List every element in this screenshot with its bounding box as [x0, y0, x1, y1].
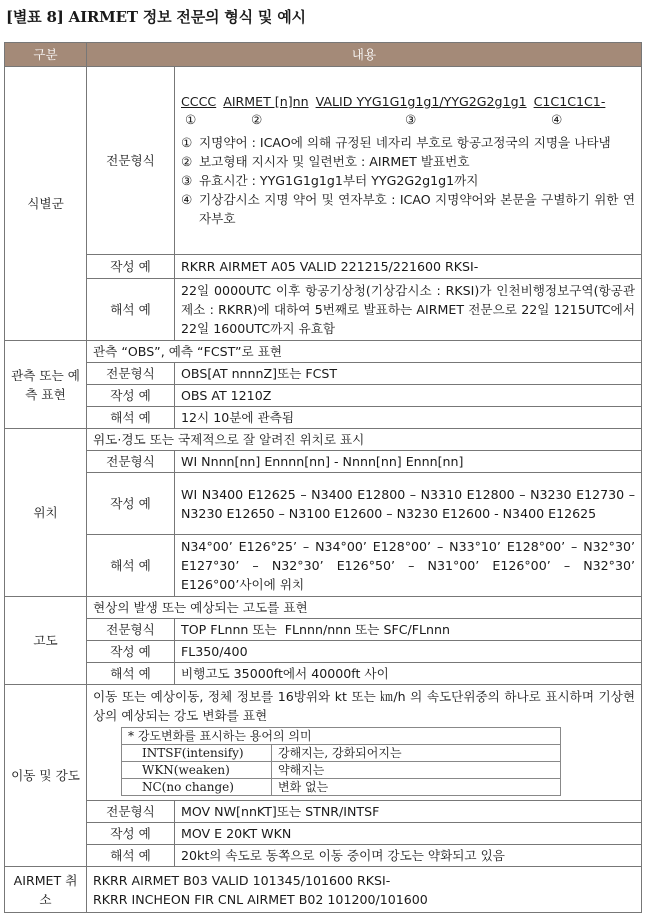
loc-format-row [5, 451, 642, 473]
category-altitude: 고도 [5, 597, 87, 685]
header-content: 내용 [87, 43, 642, 67]
id-example-label: 작성 예 [87, 255, 175, 279]
loc-example: WI N3400 E12625 – N3400 E12800 – N3310 E12800 – N3230 E12730 – N3230 E12650 – N3100 E12600 – N3230 E12600 - N3400 E12625 [175, 473, 642, 535]
table-row [122, 745, 561, 762]
marker-2: ② [251, 111, 263, 127]
alt-desc-row [5, 597, 642, 619]
format-part-airmet: AIRMET [n]nn [223, 93, 309, 109]
mov-interp-row [5, 845, 642, 867]
format-part-valid: VALID YYG1G1g1g1/YYG2G2g1g1 [315, 93, 527, 109]
mov-interp-label: 해석 예 [87, 845, 175, 867]
category-identification: 식별군 [5, 67, 87, 341]
format-item-list [181, 133, 635, 228]
format-part-cccc: CCCC [181, 93, 217, 109]
table-header-row [5, 43, 642, 67]
cancel-cell [87, 867, 642, 913]
category-observation: 관측 또는 예측 표현 [5, 341, 87, 429]
mov-format-label: 전문형식 [87, 801, 175, 823]
term-meaning: 강해지는, 강화되어지는 [272, 745, 561, 762]
mov-desc-row [5, 685, 642, 801]
table-row [122, 779, 561, 796]
airmet-format-table [4, 42, 642, 913]
cancel-line-1: RKRR AIRMET B03 VALID 101345/101600 RKSI- [93, 872, 391, 888]
obs-format-row [5, 363, 642, 385]
obs-example-row [5, 385, 642, 407]
loc-desc: 위도·경도 또는 국제적으로 잘 알려진 위치로 표시 [87, 429, 642, 451]
format-part-unit: C1C1C1C1- [533, 93, 606, 109]
id-example-row [5, 255, 642, 279]
category-location: 위치 [5, 429, 87, 597]
loc-example-label: 작성 예 [87, 473, 175, 535]
id-interp-label: 해석 예 [87, 279, 175, 341]
alt-format-row [5, 619, 642, 641]
id-format-template [181, 92, 635, 111]
mov-example-row [5, 823, 642, 845]
alt-interp-row [5, 663, 642, 685]
page-title: [별표 8] AIRMET 정보 전문의 형식 및 예시 [6, 8, 306, 26]
obs-interp-label: 해석 예 [87, 407, 175, 429]
header-category: 구분 [5, 43, 87, 67]
alt-format-label: 전문형식 [87, 619, 175, 641]
mov-desc-cell [87, 685, 642, 801]
terms-title: * 강도변화를 표시하는 용어의 의미 [122, 728, 561, 745]
alt-example-row [5, 641, 642, 663]
id-format-cell [175, 67, 642, 255]
obs-desc: 관측 “OBS”, 예측 “FCST”로 표현 [87, 341, 642, 363]
alt-format: TOP FLnnn 또는 FLnnn/nnn 또는 SFC/FLnnn [175, 619, 642, 641]
alt-example: FL350/400 [175, 641, 642, 663]
category-movement: 이동 및 강도 [5, 685, 87, 867]
obs-interp-row [5, 407, 642, 429]
id-format-row [5, 67, 642, 255]
loc-example-row [5, 473, 642, 535]
loc-format-label: 전문형식 [87, 451, 175, 473]
loc-interp: N34°00’ E126°25’ – N34°00’ E128°00’ – N33°10’ E128°00’ – N32°30’ E127°30’ – N32°30’ E126°50’ – N31°00’ E126°00’ – N32°30’ E126°00’사이에 위치 [175, 535, 642, 597]
cancel-line-2: RKRR INCHEON FIR CNL AIRMET B02 101200/101600 [93, 891, 428, 907]
intensity-terms-table [121, 727, 561, 796]
mov-example: MOV E 20KT WKN [175, 823, 642, 845]
marker-4: ④ [551, 111, 563, 127]
id-format-label: 전문형식 [87, 67, 175, 255]
mov-desc: 이동 또는 예상이동, 정체 정보를 16방위와 kt 또는 ㎞/h 의 속도단위중의 하나로 표시하며 기상현상의 예상되는 강도 변화를 표현 [93, 689, 635, 723]
mov-example-label: 작성 예 [87, 823, 175, 845]
obs-interp: 12시 10분에 관측됨 [175, 407, 642, 429]
term-code: WKN(weaken) [122, 762, 272, 779]
obs-desc-row [5, 341, 642, 363]
mov-interp: 20kt의 속도로 동쪽으로 이동 중이며 강도는 약화되고 있음 [175, 845, 642, 867]
obs-example-label: 작성 예 [87, 385, 175, 407]
obs-example: OBS AT 1210Z [175, 385, 642, 407]
term-code: INTSF(intensify) [122, 745, 272, 762]
cancel-row [5, 867, 642, 913]
loc-interp-label: 해석 예 [87, 535, 175, 597]
table-row [122, 762, 561, 779]
mov-format-row [5, 801, 642, 823]
marker-1: ① [185, 111, 197, 127]
alt-example-label: 작성 예 [87, 641, 175, 663]
id-example: RKRR AIRMET A05 VALID 221215/221600 RKSI- [175, 255, 642, 279]
mov-format: MOV NW[nnKT]또는 STNR/INTSF [175, 801, 642, 823]
list-item: ③ 유효시간 : YYG1G1g1g1부터 YYG2G2g1g1까지 [181, 172, 479, 188]
list-item: ① 지명약어 : ICAO에 의해 규정된 네자리 부호로 항공고정국의 지명을 나타냄 [181, 134, 611, 150]
obs-format: OBS[AT nnnnZ]또는 FCST [175, 363, 642, 385]
list-item: ② 보고형태 지시자 및 일련번호 : AIRMET 발표번호 [181, 153, 470, 169]
alt-interp: 비행고도 35000ft에서 40000ft 사이 [175, 663, 642, 685]
term-code: NC(no change) [122, 779, 272, 796]
format-markers [181, 110, 635, 129]
id-interp-row [5, 279, 642, 341]
loc-desc-row [5, 429, 642, 451]
obs-format-label: 전문형식 [87, 363, 175, 385]
terms-title-row [122, 728, 561, 745]
term-meaning: 약해지는 [272, 762, 561, 779]
list-item: ④ 기상감시소 지명 약어 및 연자부호 : ICAO 지명약어와 본문을 구별하기 위한 연자부호 [181, 191, 635, 226]
id-interp: 22일 0000UTC 이후 항공기상청(기상감시소 : RKSI)가 인천비행정보구역(항공관제소 : RKRR)에 대하여 5번째로 발표하는 AIRMET 전문으로 22일 1215UTC에서 22일 1600UTC까지 유효함 [175, 279, 642, 341]
marker-3: ③ [405, 111, 417, 127]
alt-desc: 현상의 발생 또는 예상되는 고도를 표현 [87, 597, 642, 619]
loc-interp-row [5, 535, 642, 597]
alt-interp-label: 해석 예 [87, 663, 175, 685]
term-meaning: 변화 없는 [272, 779, 561, 796]
loc-format: WI Nnnn[nn] Ennnn[nn] - Nnnn[nn] Ennn[nn] [175, 451, 642, 473]
category-cancel: AIRMET 취소 [5, 867, 87, 913]
